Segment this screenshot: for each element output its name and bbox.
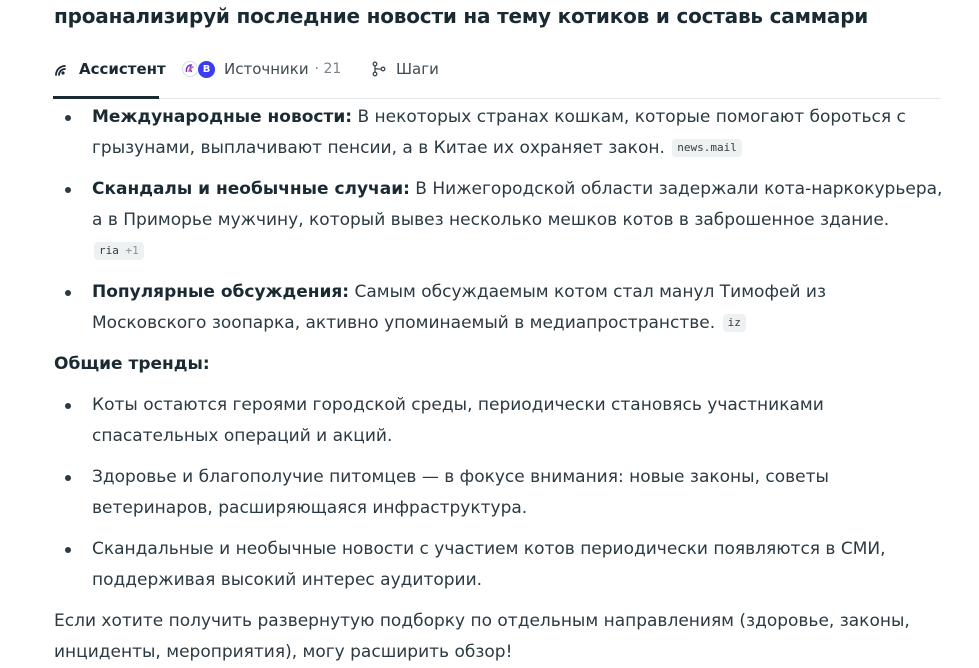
closing-paragraph: Если хотите получить развернутую подборку по отдельным направлениям (здоровье, законы, инциденты, мероприятия), могу расширить обзор! [54,611,910,662]
answer-tabs [53,40,941,99]
list-item: Скандальные и необычные новости с участием котов периодически появляются в СМИ, поддерживая высокий интерес аудитории. [54,534,944,596]
item-title: Популярные обсуждения: [92,282,350,302]
item-text: В некоторых странах кошкам, которые помогают бороться с грызунами, выплачивают пенсии, а в Китае их охраняет закон. [92,107,906,158]
tab-sources-label: Источники [224,60,309,78]
source-chip[interactable] [672,139,742,157]
source-chip[interactable] [723,314,746,332]
source-chip-label: news.mail [677,141,737,154]
item-title: Скандалы и необычные случаи: [92,179,410,199]
source-badge-icon: B [197,60,216,79]
tab-steps[interactable] [372,40,439,98]
source-chip-label: iz [727,316,741,329]
item-text: В Нижегородской области задержали кота-наркокурьера, а в Приморье мужчину, который вывез несколько мешков котов в заброшенное здание. [92,179,943,230]
item-title: Международные новости: [92,107,353,127]
tab-assistant-label: Ассистент [79,60,166,78]
list-item [54,277,944,339]
news-list [54,102,944,339]
query-title: проанализируй последние новости на тему котиков и составь саммари [54,4,869,28]
tab-assistant[interactable] [53,40,166,98]
source-favicon-icon [182,61,198,77]
answer-content [54,102,944,668]
sources-favicons [182,60,216,78]
source-chip-extra: +1 [125,244,139,257]
tab-sources[interactable] [182,40,341,98]
item-text: Самым обсуждаемым котом стал манул Тимофей из Московского зоопарка, активно упоминаемый в медиапространстве. [92,282,826,333]
source-chip-label: ria [99,244,119,257]
steps-icon [372,61,386,77]
trends-list [54,390,944,596]
source-chip[interactable] [94,242,144,260]
list-item [54,174,944,267]
list-item [54,102,944,164]
sources-count: · 21 [314,61,342,77]
assistant-icon [53,61,69,77]
trends-heading: Общие тренды: [54,354,210,374]
tab-steps-label: Шаги [396,60,439,78]
list-item: Коты остаются героями городской среды, периодически становясь участниками спасательных операций и акций. [54,390,944,452]
list-item: Здоровье и благополучие питомцев — в фокусе внимания: новые законы, советы ветеринаров, расширяющаяся инфраструктура. [54,462,944,524]
